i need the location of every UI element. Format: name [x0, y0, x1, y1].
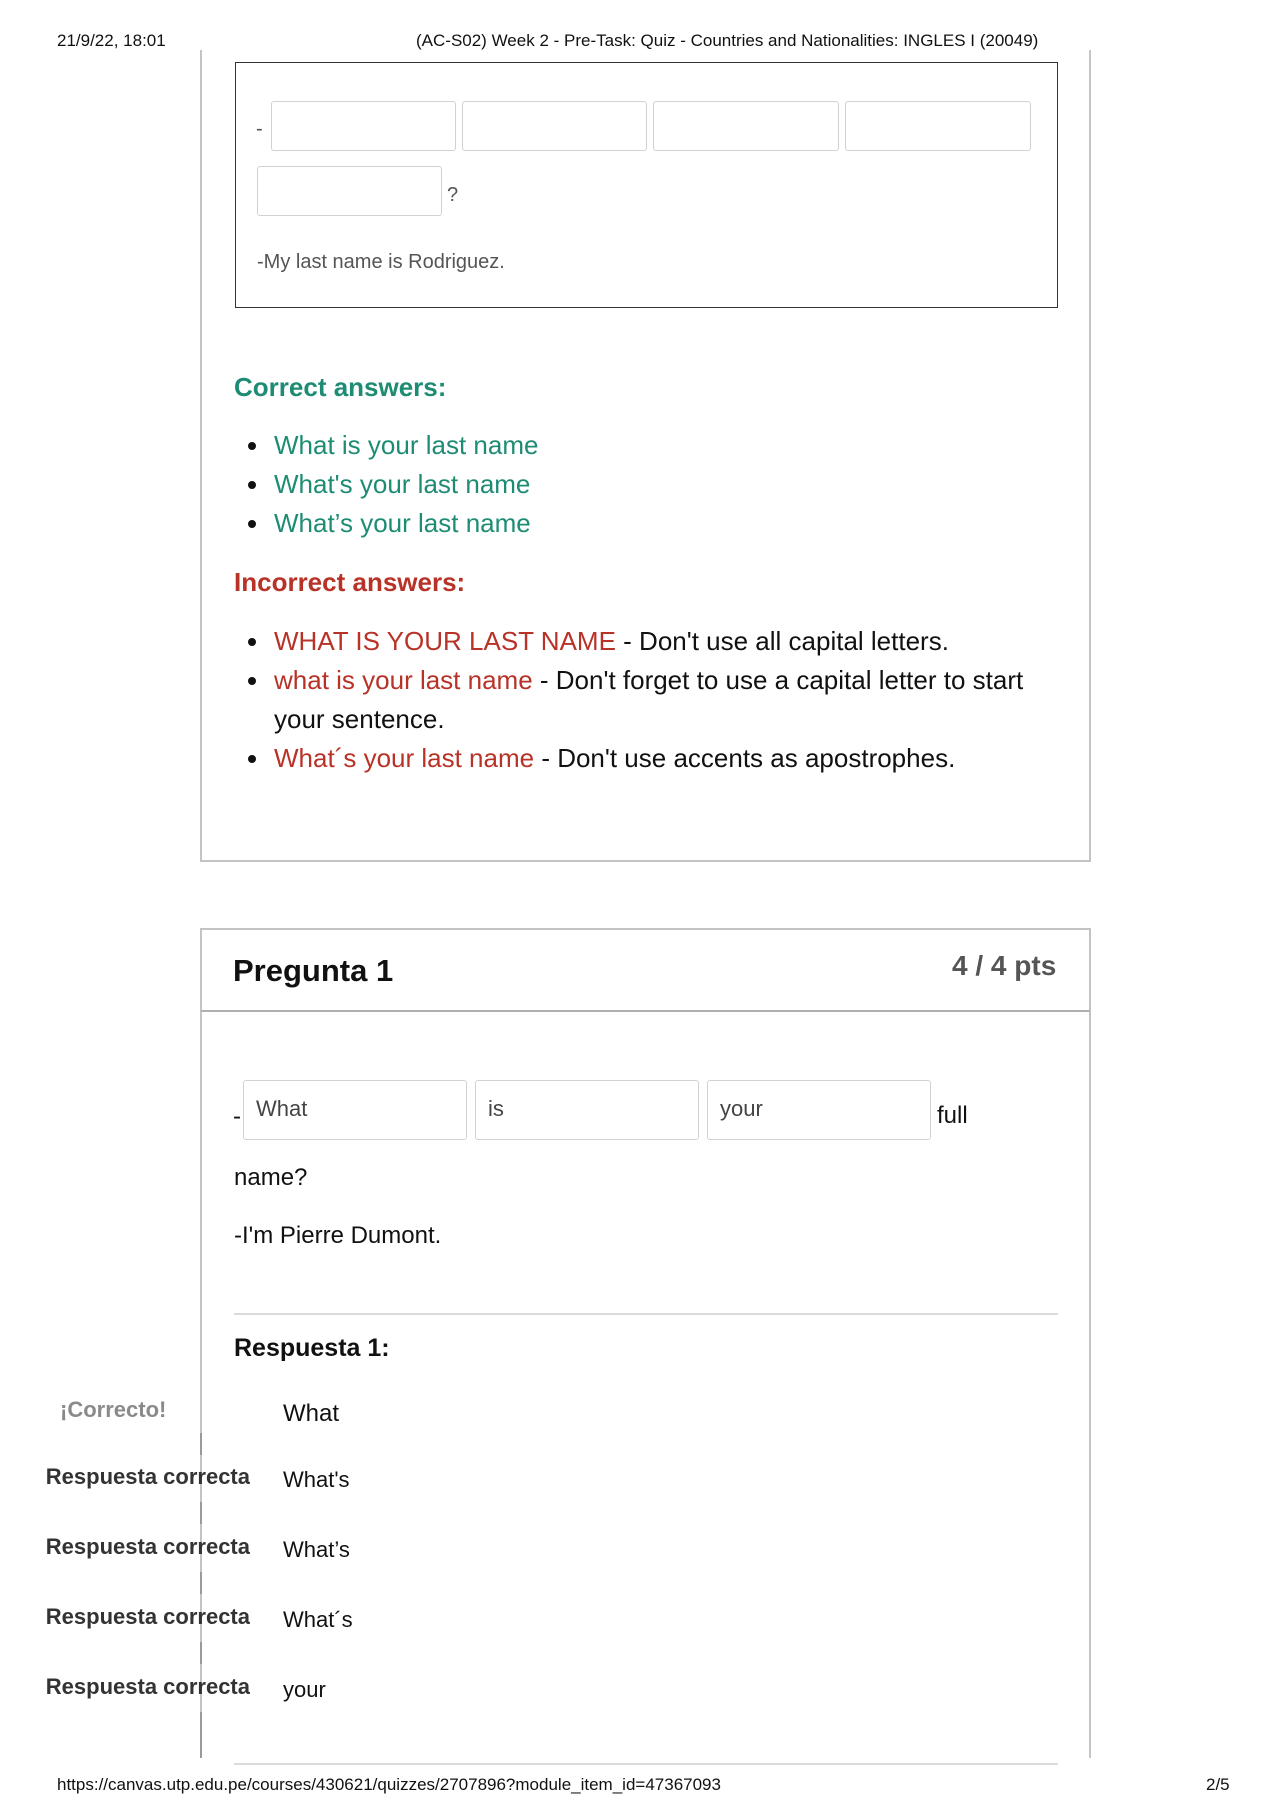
question-points: 4 / 4 pts — [952, 950, 1057, 981]
response-tick — [200, 1642, 202, 1664]
incorrect-answer-text: what is your last name — [274, 665, 533, 695]
blank-input-1[interactable] — [271, 101, 456, 151]
divider-bottom — [234, 1763, 1058, 1765]
example-answer-line: -My last name is Rodriguez. — [257, 251, 505, 273]
incorrect-answer-note: - Don't use accents as apostrophes. — [534, 743, 956, 773]
blank-input-4[interactable] — [845, 101, 1031, 151]
footer-page-number: 2/5 — [1206, 1775, 1230, 1794]
print-title: (AC-S02) Week 2 - Pre-Task: Quiz - Countries and Nationalities: INGLES I (20049) — [416, 31, 1039, 50]
response-value: What’s — [283, 1537, 350, 1562]
question-answer-line: -I'm Pierre Dumont. — [234, 1222, 442, 1249]
incorrect-answer-item — [234, 661, 1054, 739]
example-question-mark: ? — [447, 184, 459, 206]
response-status-correct-answer: Respuesta correcta — [45, 1534, 250, 1559]
answer-input-2[interactable]: is — [475, 1080, 699, 1140]
footer-url: https://canvas.utp.edu.pe/courses/430621/quizzes/2707896?module_item_id=47367093 — [57, 1775, 721, 1794]
answer-input-1[interactable]: What — [243, 1080, 467, 1140]
response-status-correct-answer: Respuesta correcta — [45, 1674, 250, 1699]
response-tick — [200, 1433, 202, 1455]
response-value: What´s — [283, 1607, 353, 1632]
blank-input-3[interactable] — [653, 101, 839, 151]
question-title: Pregunta 1 — [233, 953, 394, 988]
example-dash: - — [256, 118, 263, 140]
answer-input-3[interactable]: your — [707, 1080, 931, 1140]
incorrect-answer-note: - Don't forget to use a capital letter to start your sentence. — [274, 665, 1024, 734]
response-status-correct-answer: Respuesta correcta — [45, 1604, 250, 1629]
response-value: What — [283, 1400, 340, 1427]
incorrect-answer-text: WHAT IS YOUR LAST NAME — [274, 626, 616, 656]
divider — [234, 1313, 1058, 1315]
incorrect-answer-item — [234, 739, 1054, 778]
question-dash: - — [233, 1103, 241, 1130]
incorrect-answer-item — [234, 622, 1054, 661]
response-value: your — [283, 1677, 326, 1702]
response-tick — [200, 1572, 202, 1594]
incorrect-answer-note: - Don't use all capital letters. — [615, 626, 949, 656]
response-heading: Respuesta 1: — [234, 1334, 390, 1362]
response-tick — [200, 1502, 202, 1524]
response-status-correct: ¡Correcto! — [60, 1397, 167, 1422]
correct-answer-item: What is your last name — [234, 426, 1054, 465]
incorrect-answers-list — [234, 622, 1054, 778]
response-value: What's — [283, 1467, 350, 1492]
correct-answers-heading: Correct answers: — [234, 372, 447, 402]
incorrect-answers-heading: Incorrect answers: — [234, 567, 466, 597]
print-datetime: 21/9/22, 18:01 — [57, 31, 166, 50]
correct-answer-item: What's your last name — [234, 465, 1054, 504]
blank-input-2[interactable] — [462, 101, 647, 151]
question-text-after-blanks: full — [937, 1102, 968, 1129]
question-text-line2: name? — [234, 1164, 308, 1191]
blank-input-5[interactable] — [257, 166, 442, 216]
correct-answers-list — [234, 426, 1054, 543]
response-tick — [200, 1712, 202, 1758]
correct-answer-item: What’s your last name — [234, 504, 1054, 543]
response-status-correct-answer: Respuesta correcta — [45, 1464, 250, 1489]
incorrect-answer-text: What´s your last name — [274, 743, 535, 773]
